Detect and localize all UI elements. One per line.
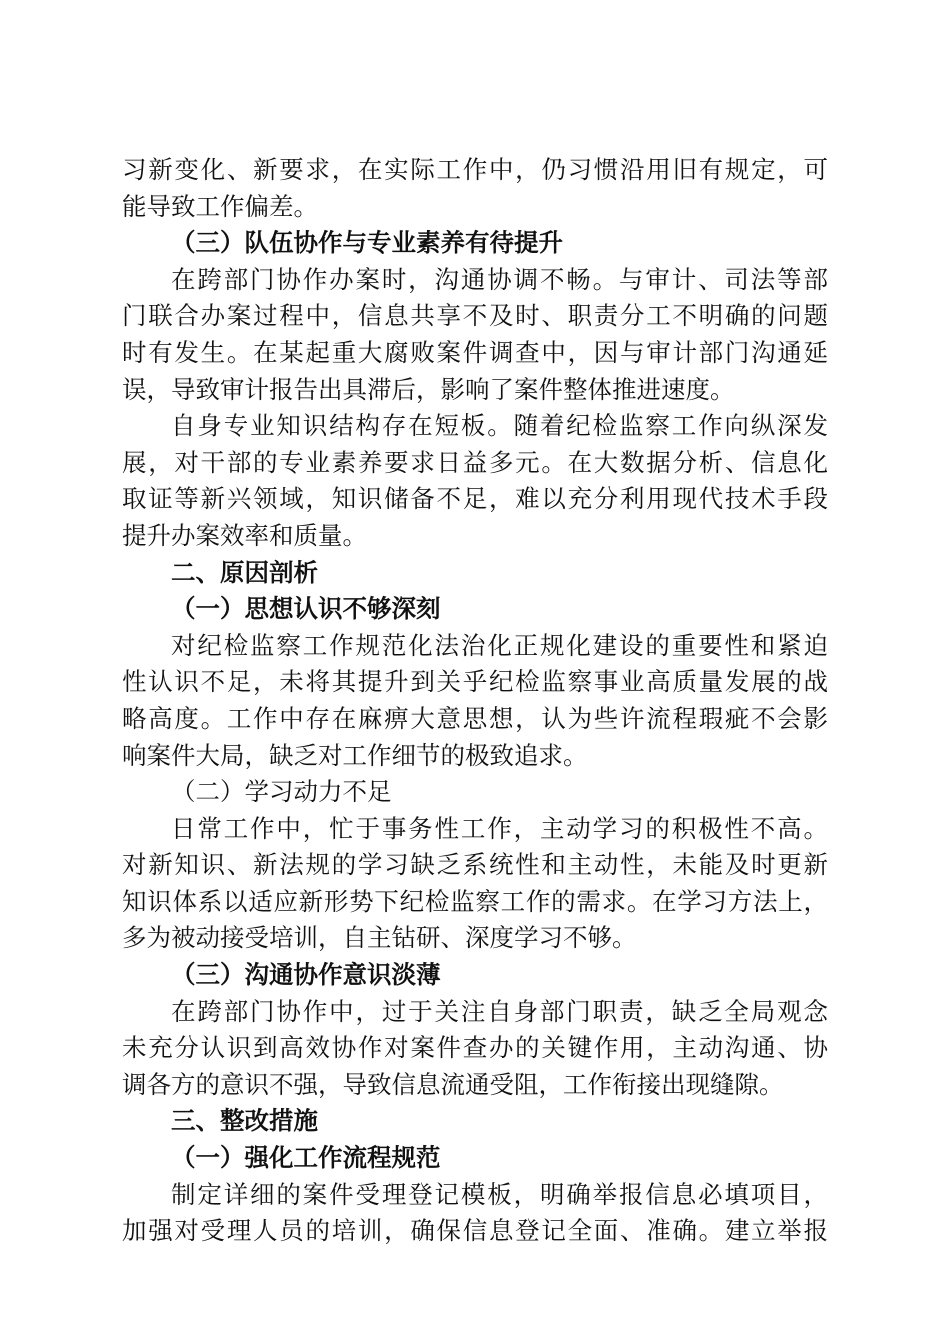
paragraph (122, 628, 828, 774)
text-line: 对新知识、新法规的学习缺乏系统性和主动性，未能及时更新 (122, 850, 828, 880)
text-line: 在跨部门协作办案时，沟通协调不畅。与审计、司法等部 (171, 264, 828, 294)
text-line: 二、原因剖析 (171, 557, 318, 587)
text-line: 三、整改措施 (171, 1106, 318, 1136)
text-line: 时有发生。在某起重大腐败案件调查中，因与审计部门沟通延 (122, 337, 828, 367)
subsection-heading (122, 225, 828, 262)
text-line: （三）队伍协作与专业素养有待提升 (171, 228, 563, 258)
text-line: 门联合办案过程中，信息共享不及时、职责分工不明确的问题 (122, 301, 828, 331)
text-line: 误，导致审计报告出具滞后，影响了案件整体推进速度。 (122, 374, 735, 404)
text-line: 响案件大局，缺乏对工作细节的极致追求。 (122, 740, 588, 770)
text-line: （二）学习动力不足 (171, 777, 392, 807)
text-line: （一）强化工作流程规范 (171, 1143, 441, 1173)
subsection-heading (122, 1140, 828, 1177)
subsection-heading (122, 591, 828, 628)
subsection-heading (122, 774, 828, 811)
text-line: 对纪检监察工作规范化法治化正规化建设的重要性和紧迫 (171, 630, 828, 660)
paragraph (122, 994, 828, 1104)
text-line: （三）沟通协作意识淡薄 (171, 960, 441, 990)
paragraph (122, 262, 828, 408)
section-heading (122, 555, 828, 592)
text-line: （一）思想认识不够深刻 (171, 594, 441, 624)
text-line: 在跨部门协作中，过于关注自身部门职责，缺乏全局观念 (171, 996, 828, 1026)
text-line: 调各方的意识不强，导致信息流通受阻，工作衔接出现缝隙。 (122, 1069, 784, 1099)
text-line: 加强对受理人员的培训，确保信息登记全面、准确。建立举报 (122, 1216, 828, 1246)
text-line: 能导致工作偏差。 (122, 191, 318, 221)
text-line: 制定详细的案件受理登记模板，明确举报信息必填项目， (171, 1179, 828, 1209)
paragraph (122, 1177, 828, 1250)
document-page (122, 152, 828, 1250)
paragraph (122, 152, 828, 225)
paragraph (122, 811, 828, 957)
subsection-heading (122, 957, 828, 994)
section-heading (122, 1103, 828, 1140)
paragraph (122, 408, 828, 554)
text-line: 自身专业知识结构存在短板。随着纪检监察工作向纵深发 (171, 411, 828, 441)
text-line: 性认识不足，未将其提升到关乎纪检监察事业高质量发展的战 (122, 667, 828, 697)
text-line: 取证等新兴领域，知识储备不足，难以充分利用现代技术手段 (122, 484, 828, 514)
text-line: 略高度。工作中存在麻痹大意思想，认为些许流程瑕疵不会影 (122, 703, 828, 733)
text-line: 未充分认识到高效协作对案件查办的关键作用，主动沟通、协 (122, 1033, 828, 1063)
text-line: 提升办案效率和质量。 (122, 520, 367, 550)
text-line: 习新变化、新要求，在实际工作中，仍习惯沿用旧有规定，可 (122, 155, 828, 184)
text-line: 知识体系以适应新形势下纪检监察工作的需求。在学习方法上， (122, 886, 828, 916)
text-line: 展，对干部的专业素养要求日益多元。在大数据分析、信息化 (122, 447, 828, 477)
text-line: 多为被动接受培训，自主钻研、深度学习不够。 (122, 923, 637, 953)
text-line: 日常工作中，忙于事务性工作，主动学习的积极性不高。 (171, 813, 828, 843)
